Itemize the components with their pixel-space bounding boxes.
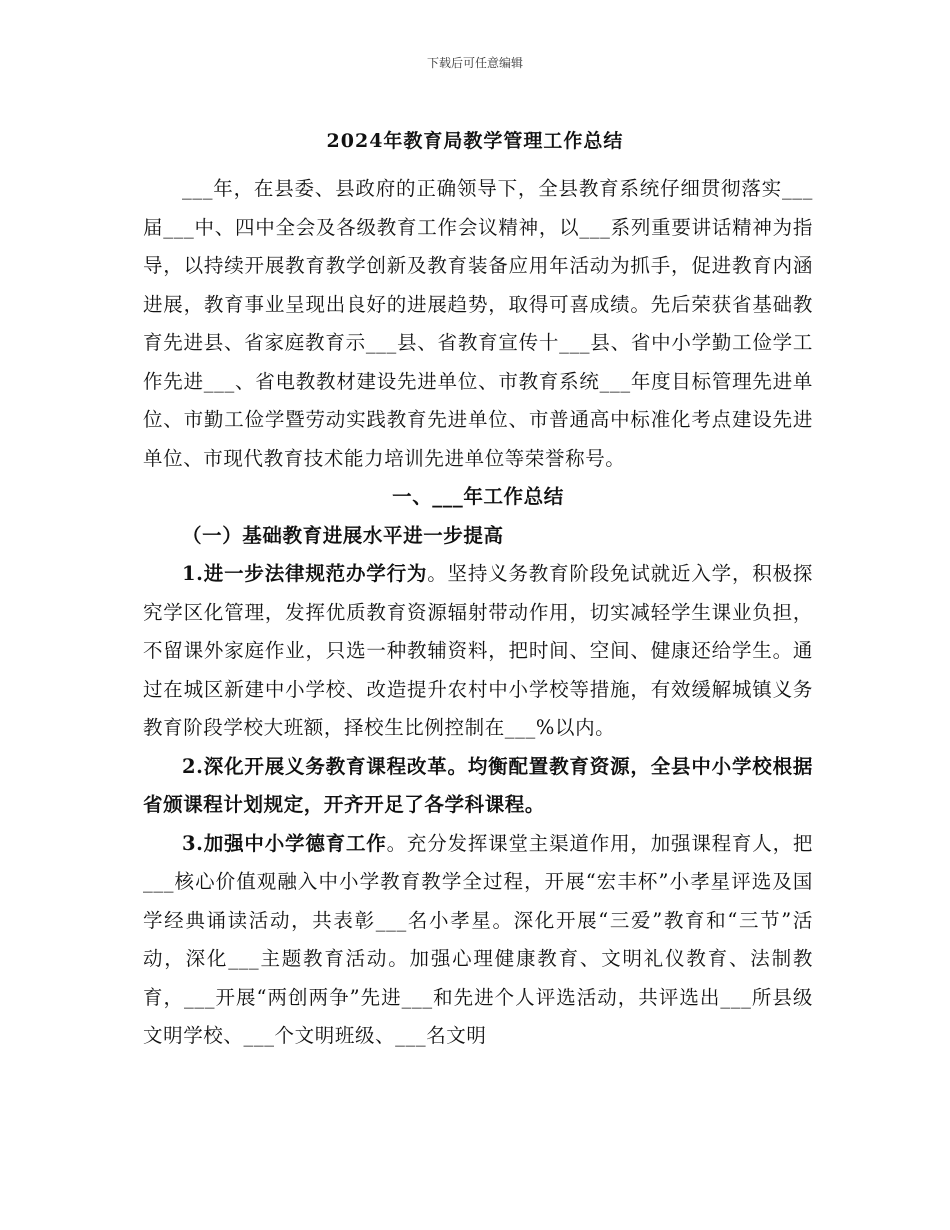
item-1-lead: 1.进一步法律规范办学行为 — [182, 562, 428, 585]
header-note: 下载后可任意编辑 — [426, 56, 523, 70]
item-1-paragraph — [143, 555, 813, 748]
document-body — [143, 170, 813, 1056]
item-3-text: 。充分发挥课堂主渠道作用，加强课程育人，把___核心价值观融入中小学教育教学全过程，开展“宏丰杯”小孝星评选及国学经典诵读活动，共表彰___名小孝星。深化开展“三爱”教育和“三节”活动，深化___主题教育活动。加强心理健康教育、文明礼仪教育、法制教育，___开展“两创两争”先进___和先进个人评选活动，共评选出___所县级文明学校、___个文明班级、___名文明 — [143, 831, 813, 1047]
intro-paragraph: ___年，在县委、县政府的正确领导下，全县教育系统仔细贯彻落实___届___中、四中全会及各级教育工作会议精神，以___系列重要讲话精神为指导，以持续开展教育教学创新及教育装备应用年活动为抓手，促进教育内涵进展，教育事业呈现出良好的进展趋势，取得可喜成绩。先后荣获省基础教育先进县、省家庭教育示___县、省教育宣传十___县、省中小学勤工俭学工作先进___、省电教教材建设先进单位、市教育系统___年度目标管理先进单位、市勤工俭学暨劳动实践教育先进单位、市普通高中标准化考点建设先进单位、市现代教育技术能力培训先进单位等荣誉称号。 — [143, 177, 813, 470]
page-title: 2024年教育局教学管理工作总结 — [326, 130, 624, 152]
item-3-paragraph — [143, 825, 813, 1056]
item-2-paragraph: 2.深化开展义务教育课程改革。均衡配置教育资源，全县中小学校根据省颁课程计划规定，开齐开足了各学科课程。 — [143, 754, 813, 816]
section-heading: 一、___年工作总结 — [392, 485, 564, 508]
subsection-heading: （一）基础教育进展水平进一步提高 — [182, 523, 504, 547]
item-1-text: 。坚持义务教育阶段免试就近入学，积极探究学区化管理，发挥优质教育资源辐射带动作用，切实减轻学生课业负担，不留课外家庭作业，只选一种教辅资料，把时间、空间、健康还给学生。通过在城区新建中小学校、改造提升农村中小学校等措施，有效缓解城镇义务教育阶段学校大班额，择校生比例控制在___%以内。 — [143, 562, 813, 739]
item-3-lead: 3.加强中小学德育工作 — [182, 831, 387, 855]
